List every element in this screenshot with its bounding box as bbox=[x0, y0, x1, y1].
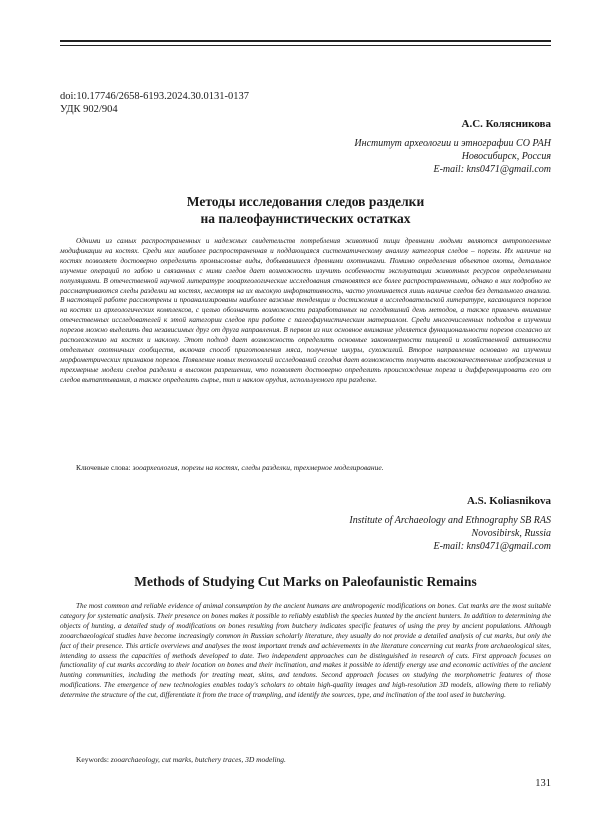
header-rule-thin bbox=[60, 45, 551, 46]
ru-title-line-1: Методы исследования следов разделки bbox=[186, 194, 425, 209]
en-author-block bbox=[349, 495, 551, 553]
article-meta bbox=[60, 90, 249, 116]
en-article-title: Methods of Studying Cut Marks on Paleofaunistic Remains bbox=[134, 574, 477, 589]
ru-author-block bbox=[354, 118, 551, 176]
ru-abstract: Одними из самых распространенных и надежных свидетельств потребления животной пищи древними людьми являются антропогенные модификации на костях. Среди них наиболее распространенная и поддающаяся систематическому анализу категория следов – порезы. Их наличие на костях позволяет достоверно определить промысловые виды, добывавшиеся древними охотниками. Помимо определения объектов охоты, детальное изучение операций по забою и связанных с ними следов дает возможность изучить особенности эксплуатации животных ресурсов определенными популяциями. В отечественной научной литературе зооархеологические исследования становятся все более распространенными, однако в них подробно не рассматриваются следы разделки на костях, несмотря на их высокую информативность, часто упоминается лишь наличие следов без детального анализа. В настоящей работе рассмотрены и проанализированы наиболее важные тенденции и достижения в исследовательской литературе, касающиеся порезов на костях из археологических комплексов, с целью обозначить возможности разработанных на сегодняшний день методов, а также привлечь внимание отечественных исследователей к этой категории следов при работе с палеофаунистическим материалом. Среди многочисленных подходов в изучении порезов можно выделить два независимых друг от друга направления. В первом из них основное внимание уделяется функциональности порезов согласно их расположению на костях и наклону. Этот подход дает возможность определить основные закономерности пищевой и хозяйственной активности отдельных охотничьих сообществ, включая способ приготовления мяса, получение шкуры, сухожилий. Второе направление основано на изучении морфометрических признаков порезов. Появление новых технологий исследований сегодня дает возможность получать высококачественные изображения и трехмерные модели следов разделки в высоком разрешении, что позволяет достоверно определить происхождение пореза и дифференцировать его от следов вытаптывания, а также определить сырье, тип и наклон орудия, используемого при разделке. bbox=[60, 237, 551, 384]
ru-author-name: А.С. Колясникова bbox=[461, 118, 551, 130]
en-affiliation: Institute of Archaeology and Ethnography SB RAS bbox=[349, 515, 551, 526]
en-author-name: A.S. Koliasnikova bbox=[466, 495, 551, 507]
en-keywords-values: zooarchaeology, cut marks, butchery traces, 3D modeling. bbox=[110, 755, 286, 764]
ru-keywords-values: зооархеология, порезы на костях, следы разделки, трехмерное моделирование. bbox=[132, 463, 384, 472]
ru-affiliation: Институт археологии и этнографии СО РАН bbox=[354, 138, 551, 149]
udk: УДК 902/904 bbox=[60, 104, 118, 115]
header-rule-thick bbox=[60, 40, 551, 42]
ru-article-title bbox=[60, 193, 551, 227]
ru-keywords bbox=[76, 463, 551, 473]
ru-email[interactable]: E-mail: kns0471@gmail.com bbox=[433, 164, 551, 175]
en-keywords bbox=[76, 755, 551, 765]
ru-keywords-label: Ключевые слова: bbox=[76, 463, 133, 472]
ru-location: Новосибирск, Россия bbox=[461, 151, 551, 162]
en-location: Novosibirsk, Russia bbox=[471, 528, 551, 539]
page-number: 131 bbox=[535, 778, 551, 789]
ru-title-line-2: на палеофаунистических остатках bbox=[200, 211, 411, 226]
en-abstract: The most common and reliable evidence of animal consumption by the ancient humans are anthropogenic modifications on bones. Cut marks are the most suitable category for systematic analysis. Their presence on bones makes it possible to reliably establish the species hunted by the ancient hunters. In addition to determining the objects of hunting, a detailed study of modifications on bones resulting from butchery indicates specific features of using the prey by ancient populations. Although zooarchaeological studies have become increasingly common in Russian scholarly literature, they usually do not provide a detailed analysis of cut marks, but only the fact of their presence. This article overviews and analyses the most important trends and achievements in the literature concerning cut marks from archaeological sites, intending to assess the capacities of methods developed to date. Two independent approaches can be distinguished in research of cuts. First approach focuses on functionality of cut marks according to their location on bones and their inclination, and makes it possible to identify energy use and economic activities of the ancient hunting communities, including the methods for treating meat, skins, and tendons. Second approach focuses on studying the morphometric features of those modifications. The emergence of new technologies enables today's scholars to obtain high-quality images and high-resolution 3D models, allowing them to reliably determine the structure of the cut, differentiate it from the trace of trampling, and identify the sources, type, and inclination of the tool used in butchering. bbox=[60, 602, 551, 700]
doi[interactable]: doi:10.17746/2658-6193.2024.30.0131-0137 bbox=[60, 91, 249, 102]
en-keywords-label: Keywords: bbox=[76, 755, 111, 764]
en-email[interactable]: E-mail: kns0471@gmail.com bbox=[433, 541, 551, 552]
